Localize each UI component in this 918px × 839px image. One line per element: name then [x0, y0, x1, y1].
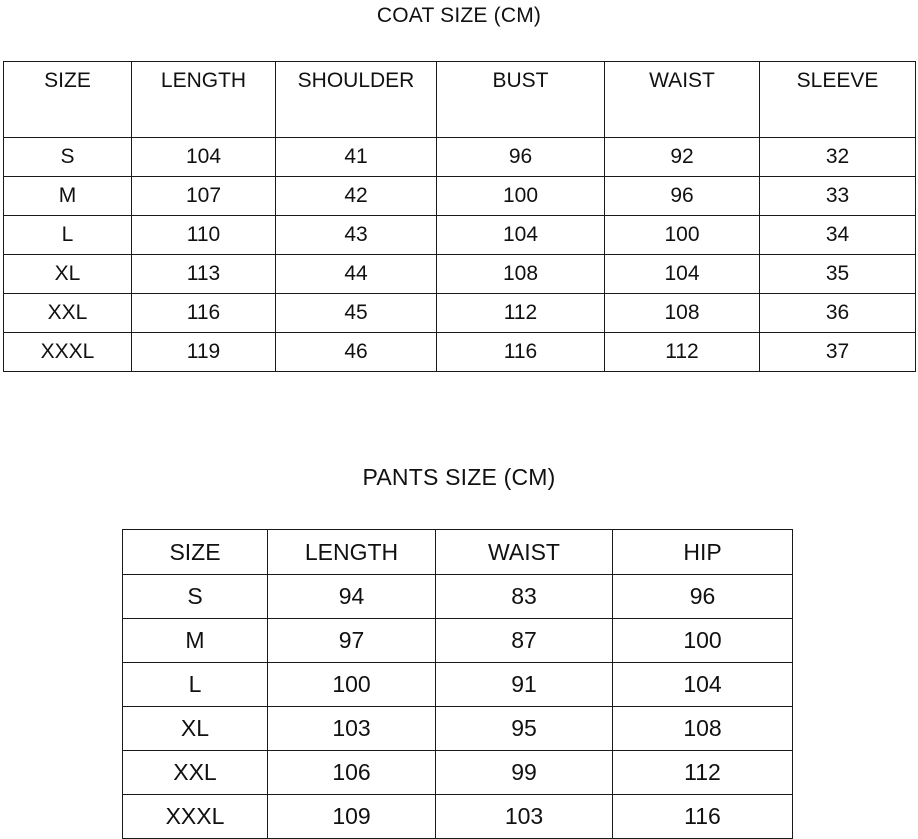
pants-row-xxxl: [123, 795, 793, 839]
coat-row-xxxl: [4, 333, 916, 372]
coat-header-row: [4, 62, 916, 138]
coat-cell-bust: 108: [437, 255, 605, 294]
coat-cell-sleeve: 33: [760, 177, 916, 216]
pants-size-table: [122, 529, 793, 839]
pants-cell-waist: 99: [436, 751, 613, 795]
coat-cell-size: M: [4, 177, 132, 216]
pants-row-m: [123, 619, 793, 663]
coat-cell-size: L: [4, 216, 132, 255]
coat-cell-shoulder: 43: [276, 216, 437, 255]
coat-row-l: [4, 216, 916, 255]
coat-cell-shoulder: 44: [276, 255, 437, 294]
coat-header-sleeve: SLEEVE: [760, 62, 916, 138]
coat-cell-sleeve: 36: [760, 294, 916, 333]
pants-cell-hip: 112: [613, 751, 793, 795]
coat-cell-length: 119: [132, 333, 276, 372]
pants-row-xxl: [123, 751, 793, 795]
pants-cell-length: 103: [268, 707, 436, 751]
pants-cell-length: 109: [268, 795, 436, 839]
pants-cell-waist: 83: [436, 575, 613, 619]
pants-cell-size: XL: [123, 707, 268, 751]
coat-cell-size: S: [4, 138, 132, 177]
pants-header-size: SIZE: [123, 530, 268, 575]
coat-size-table: [3, 61, 916, 372]
pants-cell-size: XXL: [123, 751, 268, 795]
coat-header-bust: BUST: [437, 62, 605, 138]
coat-size-title: COAT SIZE (CM): [376, 4, 542, 27]
pants-cell-length: 100: [268, 663, 436, 707]
coat-row-xl: [4, 255, 916, 294]
coat-cell-bust: 96: [437, 138, 605, 177]
coat-cell-length: 113: [132, 255, 276, 294]
pants-cell-size: L: [123, 663, 268, 707]
pants-cell-waist: 95: [436, 707, 613, 751]
pants-cell-hip: 100: [613, 619, 793, 663]
pants-cell-size: M: [123, 619, 268, 663]
pants-cell-waist: 103: [436, 795, 613, 839]
pants-cell-hip: 108: [613, 707, 793, 751]
pants-cell-length: 94: [268, 575, 436, 619]
pants-cell-hip: 116: [613, 795, 793, 839]
coat-cell-size: XXXL: [4, 333, 132, 372]
coat-cell-length: 104: [132, 138, 276, 177]
coat-cell-length: 107: [132, 177, 276, 216]
coat-cell-waist: 104: [605, 255, 760, 294]
coat-cell-sleeve: 34: [760, 216, 916, 255]
coat-row-xxl: [4, 294, 916, 333]
coat-cell-shoulder: 45: [276, 294, 437, 333]
coat-cell-size: XL: [4, 255, 132, 294]
coat-cell-shoulder: 46: [276, 333, 437, 372]
coat-cell-size: XXL: [4, 294, 132, 333]
coat-cell-length: 116: [132, 294, 276, 333]
coat-header-length: LENGTH: [132, 62, 276, 138]
coat-cell-sleeve: 35: [760, 255, 916, 294]
coat-row-m: [4, 177, 916, 216]
pants-header-hip: HIP: [613, 530, 793, 575]
pants-cell-length: 106: [268, 751, 436, 795]
coat-cell-waist: 112: [605, 333, 760, 372]
pants-size-title: PANTS SIZE (CM): [362, 464, 556, 490]
pants-cell-waist: 91: [436, 663, 613, 707]
coat-cell-sleeve: 37: [760, 333, 916, 372]
pants-cell-length: 97: [268, 619, 436, 663]
pants-cell-waist: 87: [436, 619, 613, 663]
pants-cell-hip: 104: [613, 663, 793, 707]
coat-cell-bust: 104: [437, 216, 605, 255]
pants-header-length: LENGTH: [268, 530, 436, 575]
pants-row-l: [123, 663, 793, 707]
pants-row-s: [123, 575, 793, 619]
coat-cell-waist: 96: [605, 177, 760, 216]
pants-header-waist: WAIST: [436, 530, 613, 575]
coat-cell-waist: 100: [605, 216, 760, 255]
coat-header-size: SIZE: [4, 62, 132, 138]
pants-cell-hip: 96: [613, 575, 793, 619]
coat-cell-waist: 108: [605, 294, 760, 333]
pants-header-row: [123, 530, 793, 575]
coat-header-shoulder: SHOULDER: [276, 62, 437, 138]
coat-cell-sleeve: 32: [760, 138, 916, 177]
coat-cell-bust: 112: [437, 294, 605, 333]
coat-cell-shoulder: 41: [276, 138, 437, 177]
coat-cell-length: 110: [132, 216, 276, 255]
coat-row-s: [4, 138, 916, 177]
coat-cell-bust: 116: [437, 333, 605, 372]
coat-cell-bust: 100: [437, 177, 605, 216]
coat-cell-waist: 92: [605, 138, 760, 177]
pants-cell-size: XXXL: [123, 795, 268, 839]
coat-header-waist: WAIST: [605, 62, 760, 138]
pants-cell-size: S: [123, 575, 268, 619]
pants-row-xl: [123, 707, 793, 751]
coat-cell-shoulder: 42: [276, 177, 437, 216]
